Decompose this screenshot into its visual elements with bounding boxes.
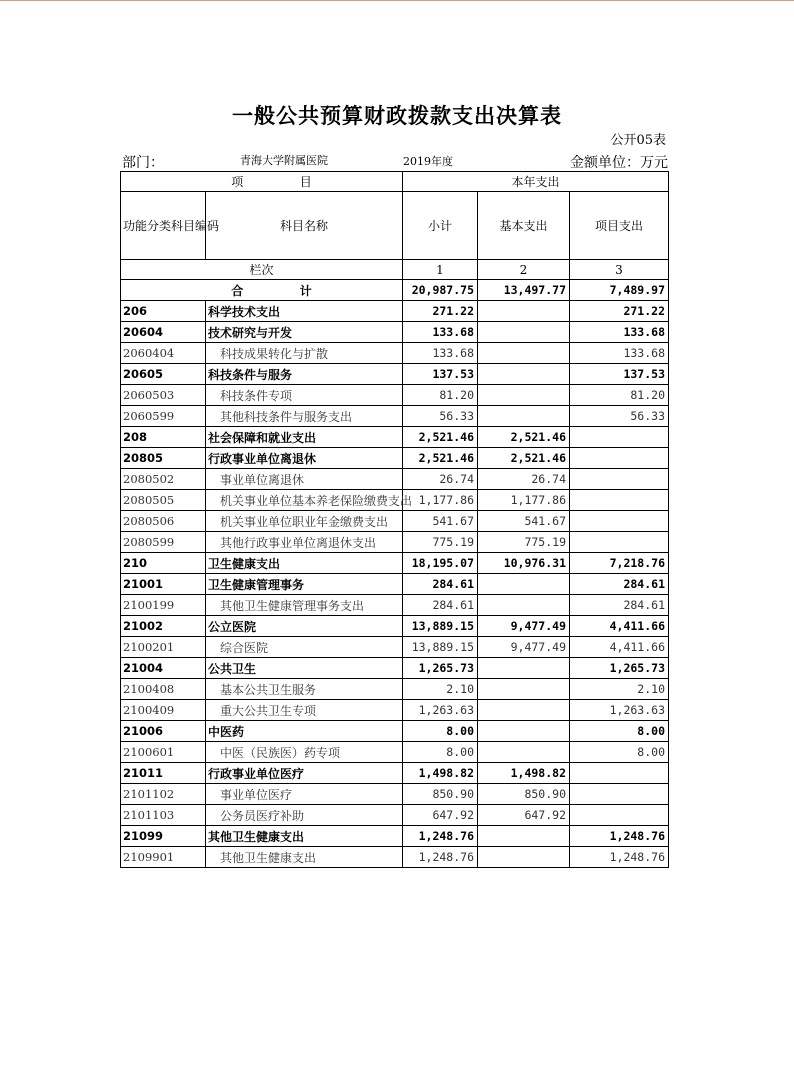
total-subtotal: 20,987.75	[403, 280, 478, 301]
basic-expense-cell: 1,177.86	[478, 490, 570, 511]
table-row	[121, 490, 669, 511]
account-code-cell: 2060503	[121, 385, 206, 406]
table-row	[121, 406, 669, 427]
basic-expense-cell	[478, 364, 570, 385]
project-expense-cell	[570, 784, 669, 805]
basic-expense-cell	[478, 385, 570, 406]
subtotal-cell: 8.00	[403, 742, 478, 763]
basic-expense-cell	[478, 700, 570, 721]
table-row	[121, 469, 669, 490]
header-row-1	[121, 172, 669, 192]
account-name-cell: 其他行政事业单位离退休支出	[206, 532, 403, 553]
account-code-cell: 2109901	[121, 847, 206, 868]
page-title: 一般公共预算财政拨款支出决算表	[232, 104, 562, 128]
total-basic: 13,497.77	[478, 280, 570, 301]
project-expense-cell: 8.00	[570, 721, 669, 742]
total-row	[121, 280, 669, 301]
account-name-cell: 基本公共卫生服务	[206, 679, 403, 700]
project-expense-cell: 284.61	[570, 574, 669, 595]
basic-expense-cell	[478, 595, 570, 616]
project-expense-cell: 271.22	[570, 301, 669, 322]
project-expense-cell: 133.68	[570, 343, 669, 364]
basic-expense-cell: 9,477.49	[478, 616, 570, 637]
account-code-cell: 2100409	[121, 700, 206, 721]
basic-expense-cell	[478, 847, 570, 868]
account-name-cell: 其他科技条件与服务支出	[206, 406, 403, 427]
project-expense-cell: 7,218.76	[570, 553, 669, 574]
account-code-cell: 2080599	[121, 532, 206, 553]
basic-expense-cell	[478, 322, 570, 343]
table-row	[121, 364, 669, 385]
basic-expense-cell	[478, 343, 570, 364]
project-expense-cell: 1,248.76	[570, 826, 669, 847]
account-code-cell: 21006	[121, 721, 206, 742]
basic-expense-cell: 9,477.49	[478, 637, 570, 658]
table-row	[121, 322, 669, 343]
basic-column-header: 基本支出	[478, 192, 570, 260]
account-name-cell: 科学技术支出	[206, 301, 403, 322]
table-row	[121, 343, 669, 364]
subtotal-cell: 133.68	[403, 322, 478, 343]
subtotal-cell: 2.10	[403, 679, 478, 700]
project-expense-cell: 1,248.76	[570, 847, 669, 868]
account-code-cell: 21002	[121, 616, 206, 637]
account-name-cell: 重大公共卫生专项	[206, 700, 403, 721]
code-column-header: 功能分类科目编码	[121, 192, 206, 260]
subtotal-cell: 8.00	[403, 721, 478, 742]
basic-expense-cell: 26.74	[478, 469, 570, 490]
account-name-cell: 科技条件与服务	[206, 364, 403, 385]
basic-expense-cell: 647.92	[478, 805, 570, 826]
table-row	[121, 553, 669, 574]
account-name-cell: 公立医院	[206, 616, 403, 637]
table-row	[121, 679, 669, 700]
subtotal-cell: 1,177.86	[403, 490, 478, 511]
basic-expense-cell	[478, 574, 570, 595]
account-code-cell: 2100199	[121, 595, 206, 616]
basic-expense-cell: 775.19	[478, 532, 570, 553]
table-row	[121, 427, 669, 448]
column-order-row	[121, 260, 669, 280]
table-row	[121, 784, 669, 805]
subtotal-cell: 81.20	[403, 385, 478, 406]
name-column-header: 科目名称	[206, 192, 403, 260]
project-expense-cell: 81.20	[570, 385, 669, 406]
table-row	[121, 448, 669, 469]
account-code-cell: 2100408	[121, 679, 206, 700]
account-name-cell: 公务员医疗补助	[206, 805, 403, 826]
table-row	[121, 847, 669, 868]
account-name-cell: 机关事业单位基本养老保险缴费支出	[206, 490, 403, 511]
basic-expense-cell	[478, 742, 570, 763]
account-code-cell: 210	[121, 553, 206, 574]
subtotal-cell: 137.53	[403, 364, 478, 385]
table-row	[121, 721, 669, 742]
account-name-cell: 公共卫生	[206, 658, 403, 679]
subtotal-cell: 13,889.15	[403, 616, 478, 637]
project-expense-cell: 284.61	[570, 595, 669, 616]
project-expense-cell: 133.68	[570, 322, 669, 343]
account-name-cell: 综合医院	[206, 637, 403, 658]
project-expense-cell	[570, 448, 669, 469]
subtotal-cell: 1,265.73	[403, 658, 478, 679]
amount-unit: 金额单位：万元	[570, 155, 668, 171]
subtotal-cell: 1,248.76	[403, 826, 478, 847]
subtotal-cell: 133.68	[403, 343, 478, 364]
current-year-header: 本年支出	[403, 172, 669, 192]
project-expense-cell	[570, 532, 669, 553]
project-expense-cell: 8.00	[570, 742, 669, 763]
project-expense-cell: 56.33	[570, 406, 669, 427]
project-expense-cell	[570, 763, 669, 784]
project-expense-cell: 4,411.66	[570, 616, 669, 637]
subtotal-cell: 1,263.63	[403, 700, 478, 721]
account-code-cell: 2101103	[121, 805, 206, 826]
subtotal-cell: 1,248.76	[403, 847, 478, 868]
column-order-1: 1	[403, 260, 478, 280]
subtotal-cell: 271.22	[403, 301, 478, 322]
project-expense-cell	[570, 805, 669, 826]
account-name-cell: 卫生健康管理事务	[206, 574, 403, 595]
subtotal-cell: 541.67	[403, 511, 478, 532]
basic-expense-cell: 2,521.46	[478, 448, 570, 469]
table-row	[121, 658, 669, 679]
table-row	[121, 511, 669, 532]
project-expense-cell: 1,263.63	[570, 700, 669, 721]
account-name-cell: 行政事业单位离退休	[206, 448, 403, 469]
account-name-cell: 机关事业单位职业年金缴费支出	[206, 511, 403, 532]
total-label-cell	[121, 280, 403, 301]
item-header-label-2: 目	[299, 175, 312, 189]
account-name-cell: 行政事业单位医疗	[206, 763, 403, 784]
account-code-cell: 2080502	[121, 469, 206, 490]
account-name-cell: 其他卫生健康支出	[206, 847, 403, 868]
basic-expense-cell: 2,521.46	[478, 427, 570, 448]
department-label: 部门：	[122, 155, 164, 171]
subtotal-cell: 284.61	[403, 574, 478, 595]
subtotal-cell: 26.74	[403, 469, 478, 490]
project-column-header: 项目支出	[570, 192, 669, 260]
account-code-cell: 20604	[121, 322, 206, 343]
project-expense-cell	[570, 490, 669, 511]
table-row	[121, 637, 669, 658]
account-code-cell: 2080506	[121, 511, 206, 532]
form-number: 公开05表	[610, 133, 666, 148]
account-name-cell: 中医药	[206, 721, 403, 742]
account-name-cell: 其他卫生健康管理事务支出	[206, 595, 403, 616]
account-code-cell: 20605	[121, 364, 206, 385]
basic-expense-cell	[478, 301, 570, 322]
account-code-cell: 2060404	[121, 343, 206, 364]
table-row	[121, 763, 669, 784]
basic-expense-cell: 850.90	[478, 784, 570, 805]
table-row	[121, 700, 669, 721]
account-code-cell: 2100201	[121, 637, 206, 658]
fiscal-year: 2019年度	[403, 155, 453, 168]
account-name-cell: 科技成果转化与扩散	[206, 343, 403, 364]
subtotal-cell: 56.33	[403, 406, 478, 427]
account-code-cell: 21004	[121, 658, 206, 679]
account-name-cell: 卫生健康支出	[206, 553, 403, 574]
account-code-cell: 21011	[121, 763, 206, 784]
subtotal-cell: 1,498.82	[403, 763, 478, 784]
account-code-cell: 2100601	[121, 742, 206, 763]
account-name-cell: 中医（民族医）药专项	[206, 742, 403, 763]
account-name-cell: 其他卫生健康支出	[206, 826, 403, 847]
account-code-cell: 2080505	[121, 490, 206, 511]
account-name-cell: 事业单位医疗	[206, 784, 403, 805]
subtotal-cell: 284.61	[403, 595, 478, 616]
column-order-label: 栏次	[121, 260, 403, 280]
basic-expense-cell: 1,498.82	[478, 763, 570, 784]
subtotal-cell: 850.90	[403, 784, 478, 805]
table-row	[121, 742, 669, 763]
top-border-line	[0, 0, 794, 1]
expenditure-table	[120, 171, 669, 868]
account-code-cell: 20805	[121, 448, 206, 469]
basic-expense-cell: 541.67	[478, 511, 570, 532]
account-name-cell: 技术研究与开发	[206, 322, 403, 343]
basic-expense-cell	[478, 721, 570, 742]
item-header-cell	[121, 172, 403, 192]
account-code-cell: 206	[121, 301, 206, 322]
subtotal-cell: 13,889.15	[403, 637, 478, 658]
column-order-3: 3	[570, 260, 669, 280]
table-row	[121, 532, 669, 553]
subtotal-cell: 18,195.07	[403, 553, 478, 574]
item-header-label: 项	[231, 175, 244, 189]
basic-expense-cell	[478, 658, 570, 679]
basic-expense-cell	[478, 679, 570, 700]
project-expense-cell: 137.53	[570, 364, 669, 385]
total-project: 7,489.97	[570, 280, 669, 301]
subtotal-cell: 2,521.46	[403, 427, 478, 448]
table-row	[121, 574, 669, 595]
account-code-cell: 208	[121, 427, 206, 448]
project-expense-cell	[570, 511, 669, 532]
table-row	[121, 385, 669, 406]
total-label-a: 合	[231, 283, 244, 298]
column-order-2: 2	[478, 260, 570, 280]
subtotal-cell: 775.19	[403, 532, 478, 553]
project-expense-cell	[570, 427, 669, 448]
table-row	[121, 805, 669, 826]
total-label-b: 计	[299, 283, 312, 298]
subtotal-column-header: 小计	[403, 192, 478, 260]
project-expense-cell: 4,411.66	[570, 637, 669, 658]
project-expense-cell: 2.10	[570, 679, 669, 700]
table-row	[121, 826, 669, 847]
project-expense-cell: 1,265.73	[570, 658, 669, 679]
account-name-cell: 事业单位离退休	[206, 469, 403, 490]
account-code-cell: 21001	[121, 574, 206, 595]
account-code-cell: 21099	[121, 826, 206, 847]
account-code-cell: 2060599	[121, 406, 206, 427]
basic-expense-cell	[478, 406, 570, 427]
account-name-cell: 科技条件专项	[206, 385, 403, 406]
department-name: 青海大学附属医院	[240, 154, 328, 167]
subtotal-cell: 647.92	[403, 805, 478, 826]
project-expense-cell	[570, 469, 669, 490]
table-row	[121, 616, 669, 637]
table-row	[121, 301, 669, 322]
basic-expense-cell: 10,976.31	[478, 553, 570, 574]
account-name-cell: 社会保障和就业支出	[206, 427, 403, 448]
table-row	[121, 595, 669, 616]
header-row-2	[121, 192, 669, 260]
basic-expense-cell	[478, 826, 570, 847]
account-code-cell: 2101102	[121, 784, 206, 805]
subtotal-cell: 2,521.46	[403, 448, 478, 469]
